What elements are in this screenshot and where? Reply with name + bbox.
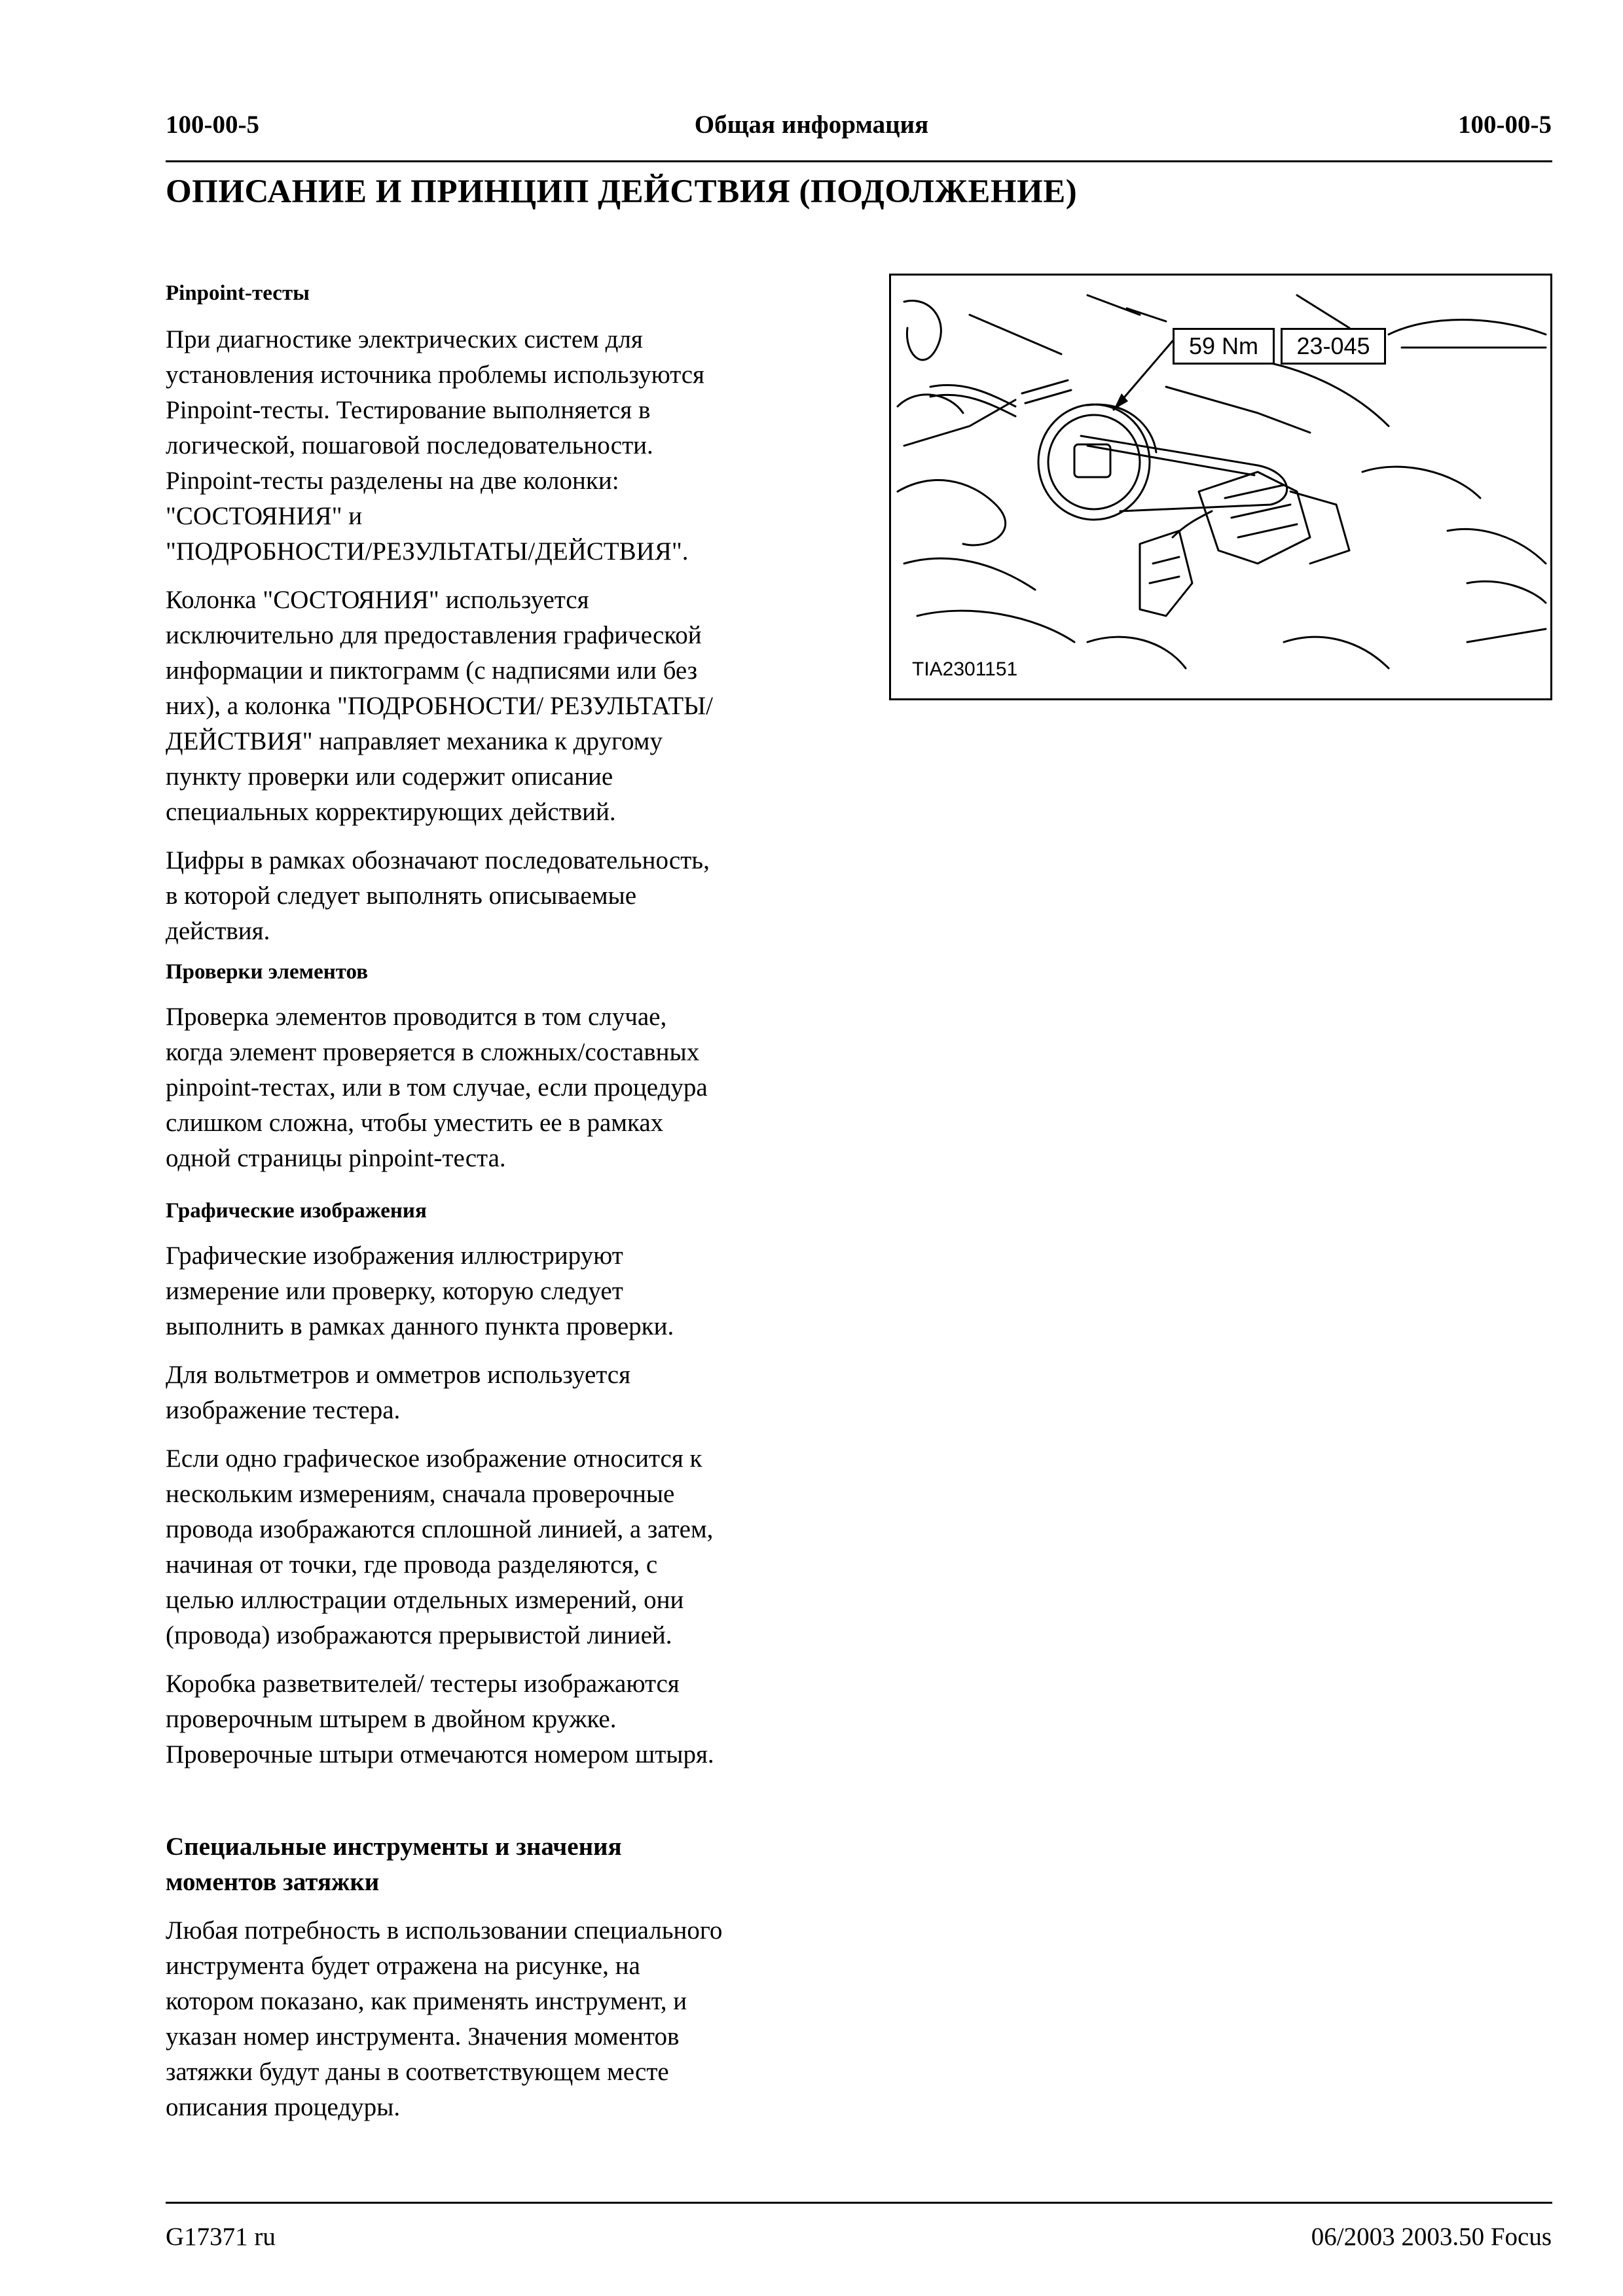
graphics-paragraph-2 bbox=[166, 1357, 840, 1428]
graphics-paragraph-4 bbox=[166, 1666, 840, 1772]
text-line: "СОСТОЯНИЯ" и bbox=[166, 502, 363, 530]
text-line: логической, пошаговой последовательности. bbox=[166, 431, 653, 459]
text-line: специальных корректирующих действий. bbox=[166, 798, 616, 826]
text-line: установления источника проблемы используются bbox=[166, 361, 704, 389]
tool-number-callout: 23-045 bbox=[1281, 328, 1386, 365]
text-line: ДЕЙСТВИЯ" направляет механика к другому bbox=[166, 727, 663, 755]
header-chapter-title: Общая информация bbox=[694, 111, 929, 139]
text-line: Pinpoint-тесты разделены на две колонки: bbox=[166, 467, 619, 495]
text-line: указан номер инструмента. Значения моментов bbox=[166, 2022, 680, 2051]
torque-callout: 59 Nm bbox=[1173, 328, 1275, 365]
text-line: информации и пиктограмм (с надписями или без bbox=[166, 656, 698, 685]
pinpoint-paragraph-1 bbox=[166, 322, 840, 569]
page-title: ОПИСАНИЕ И ПРИНЦИП ДЕЙСТВИЯ (ПОДОЛЖЕНИЕ) bbox=[166, 173, 1078, 210]
tools-paragraph-1 bbox=[166, 1913, 840, 2125]
text-line: инструмента будет отражена на рисунке, на bbox=[166, 1952, 640, 1980]
text-line: исключительно для предоставления графической bbox=[166, 621, 702, 649]
text-line: целью иллюстрации отдельных измерений, они bbox=[166, 1586, 684, 1614]
text-line: нескольким измерениям, сначала проверочные bbox=[166, 1480, 675, 1508]
text-line: Проверка элементов проводится в том случае, bbox=[166, 1003, 667, 1031]
elements-heading: Проверки элементов bbox=[166, 960, 369, 984]
tool-illustration bbox=[889, 274, 1552, 700]
header-rule bbox=[166, 160, 1552, 162]
footer-edition: 06/2003 2003.50 Focus bbox=[1311, 2223, 1552, 2251]
footer-rule bbox=[166, 2202, 1552, 2204]
text-line: При диагностике электрических систем для bbox=[166, 325, 643, 353]
text-line: провода изображаются сплошной линией, а затем, bbox=[166, 1515, 714, 1543]
text-line: Pinpoint-тесты. Тестирование выполняется в bbox=[166, 396, 651, 424]
text-line: описания процедуры. bbox=[166, 2093, 401, 2121]
pinpoint-paragraph-3 bbox=[166, 843, 840, 949]
text-line: Если одно графическое изображение относится к bbox=[166, 1444, 702, 1473]
text-line: них), а колонка "ПОДРОБНОСТИ/ РЕЗУЛЬТАТЫ/ bbox=[166, 692, 713, 720]
heading-line: моментов затяжки bbox=[166, 1868, 380, 1896]
graphics-paragraph-1 bbox=[166, 1238, 840, 1344]
pinpoint-section bbox=[166, 280, 840, 949]
tools-section bbox=[166, 1829, 840, 2125]
graphics-section bbox=[166, 1198, 840, 1772]
graphics-heading: Графические изображения bbox=[166, 1199, 427, 1223]
footer-doc-number: G17371 ru bbox=[166, 2223, 276, 2251]
text-line: Коробка разветвителей/ тестеры изображаются bbox=[166, 1670, 680, 1698]
text-line: Любая потребность в использовании специального bbox=[166, 1916, 723, 1945]
text-line: начиная от точки, где провода разделяются, с bbox=[166, 1551, 658, 1579]
pinpoint-heading: Pinpoint-тесты bbox=[166, 281, 310, 305]
text-line: Цифры в рамках обозначают последовательность, bbox=[166, 846, 710, 874]
text-line: действия. bbox=[166, 917, 270, 945]
text-line: "ПОДРОБНОСТИ/РЕЗУЛЬТАТЫ/ДЕЙСТВИЯ". bbox=[166, 537, 689, 565]
text-line: слишком сложна, чтобы уместить ее в рамках bbox=[166, 1109, 664, 1137]
header-section-number: 100-00-5 bbox=[166, 111, 259, 139]
text-line: в которой следует выполнять описываемые bbox=[166, 882, 637, 910]
text-line: когда элемент проверяется в сложных/составных bbox=[166, 1038, 700, 1066]
text-line: Графические изображения иллюстрируют bbox=[166, 1242, 623, 1270]
text-line: одной страницы pinpoint-теста. bbox=[166, 1144, 506, 1172]
tools-heading bbox=[166, 1829, 840, 1900]
text-line: выполнить в рамках данного пункта проверки. bbox=[166, 1312, 674, 1340]
text-line: Проверочные штыри отмечаются номером штыря. bbox=[166, 1740, 714, 1768]
pinpoint-paragraph-2 bbox=[166, 583, 840, 830]
text-line: изображение тестера. bbox=[166, 1396, 401, 1424]
text-line: затяжки будут даны в соответствующем месте bbox=[166, 2058, 669, 2086]
text-line: Колонка "СОСТОЯНИЯ" используется bbox=[166, 586, 589, 614]
text-line: (провода) изображаются прерывистой линией. bbox=[166, 1621, 672, 1649]
elements-paragraph-1 bbox=[166, 999, 840, 1176]
text-line: пункту проверки или содержит описание bbox=[166, 762, 613, 791]
text-line: pinpoint-тестах, или в том случае, если процедура bbox=[166, 1073, 708, 1102]
text-line: котором показано, как применять инструмент, и bbox=[166, 1987, 687, 2015]
figure-code: TIA2301151 bbox=[912, 658, 1018, 680]
header-section-number-right: 100-00-5 bbox=[1458, 111, 1552, 139]
heading-line: Специальные инструменты и значения bbox=[166, 1833, 622, 1861]
text-line: проверочным штырем в двойном кружке. bbox=[166, 1705, 617, 1733]
text-line: Для вольтметров и омметров используется bbox=[166, 1361, 631, 1389]
elements-section bbox=[166, 959, 840, 1176]
text-line: измерение или проверку, которую следует bbox=[166, 1277, 623, 1305]
graphics-paragraph-3 bbox=[166, 1441, 840, 1653]
